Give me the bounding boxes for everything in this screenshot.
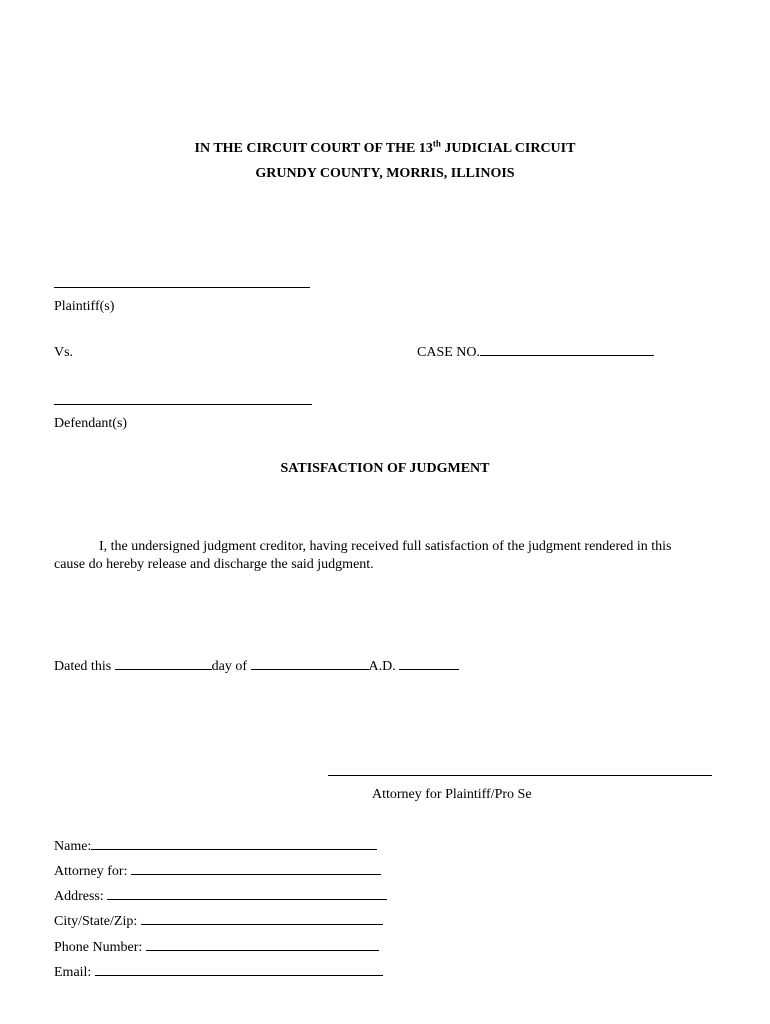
month-line[interactable] [251, 668, 369, 670]
defendant-label: Defendant(s) [54, 416, 128, 431]
email-field [54, 965, 383, 981]
court-heading [0, 138, 770, 157]
city-state-zip-label: City/State/Zip: [54, 914, 138, 929]
document-title: SATISFACTION OF JUDGMENT [280, 461, 490, 476]
email-label: Email: [54, 965, 92, 980]
court-heading-ordinal: th [432, 138, 441, 149]
address-label: Address: [54, 889, 104, 904]
dated-row [54, 659, 459, 675]
ad-label: A.D. [368, 659, 396, 674]
versus-label: Vs. [54, 345, 74, 360]
phone-field [54, 940, 379, 956]
signature-line[interactable] [328, 775, 712, 776]
city-state-zip-line[interactable] [141, 923, 383, 925]
signature-caption: Attorney for Plaintiff/Pro Se [372, 787, 532, 802]
phone-label: Phone Number: [54, 940, 143, 955]
attorney-for-line[interactable] [131, 873, 381, 875]
phone-line[interactable] [146, 949, 379, 951]
dated-label: Dated this [54, 659, 112, 674]
address-line[interactable] [107, 898, 387, 900]
year-line[interactable] [399, 668, 459, 670]
case-number-field [417, 345, 654, 361]
court-heading-suffix: JUDICIAL CIRCUIT [440, 141, 576, 156]
name-label: Name: [54, 839, 92, 854]
plaintiff-name-line[interactable] [54, 287, 310, 288]
statement-pronoun: I [99, 539, 104, 554]
attorney-for-field [54, 864, 381, 880]
day-line[interactable] [115, 668, 212, 670]
statement-text: , the undersigned judgment creditor, having received full satisfaction of the judgment rendered in this cause do hereby release and discharge the said judgment. [54, 539, 672, 572]
plaintiff-label: Plaintiff(s) [54, 299, 115, 314]
address-field [54, 889, 387, 905]
case-number-label: CASE NO. [417, 345, 481, 360]
defendant-name-line[interactable] [54, 404, 312, 405]
court-heading-text: IN THE CIRCUIT COURT OF THE 13 [194, 141, 433, 156]
attorney-for-label: Attorney for: [54, 864, 128, 879]
county-heading: GRUNDY COUNTY, MORRIS, ILLINOIS [255, 166, 515, 181]
email-line[interactable] [95, 974, 383, 976]
name-field [54, 839, 377, 855]
city-state-zip-field [54, 914, 383, 930]
name-line[interactable] [91, 848, 377, 850]
day-of-label: day of [211, 659, 248, 674]
case-number-line[interactable] [480, 354, 654, 356]
judgment-statement [54, 538, 698, 574]
